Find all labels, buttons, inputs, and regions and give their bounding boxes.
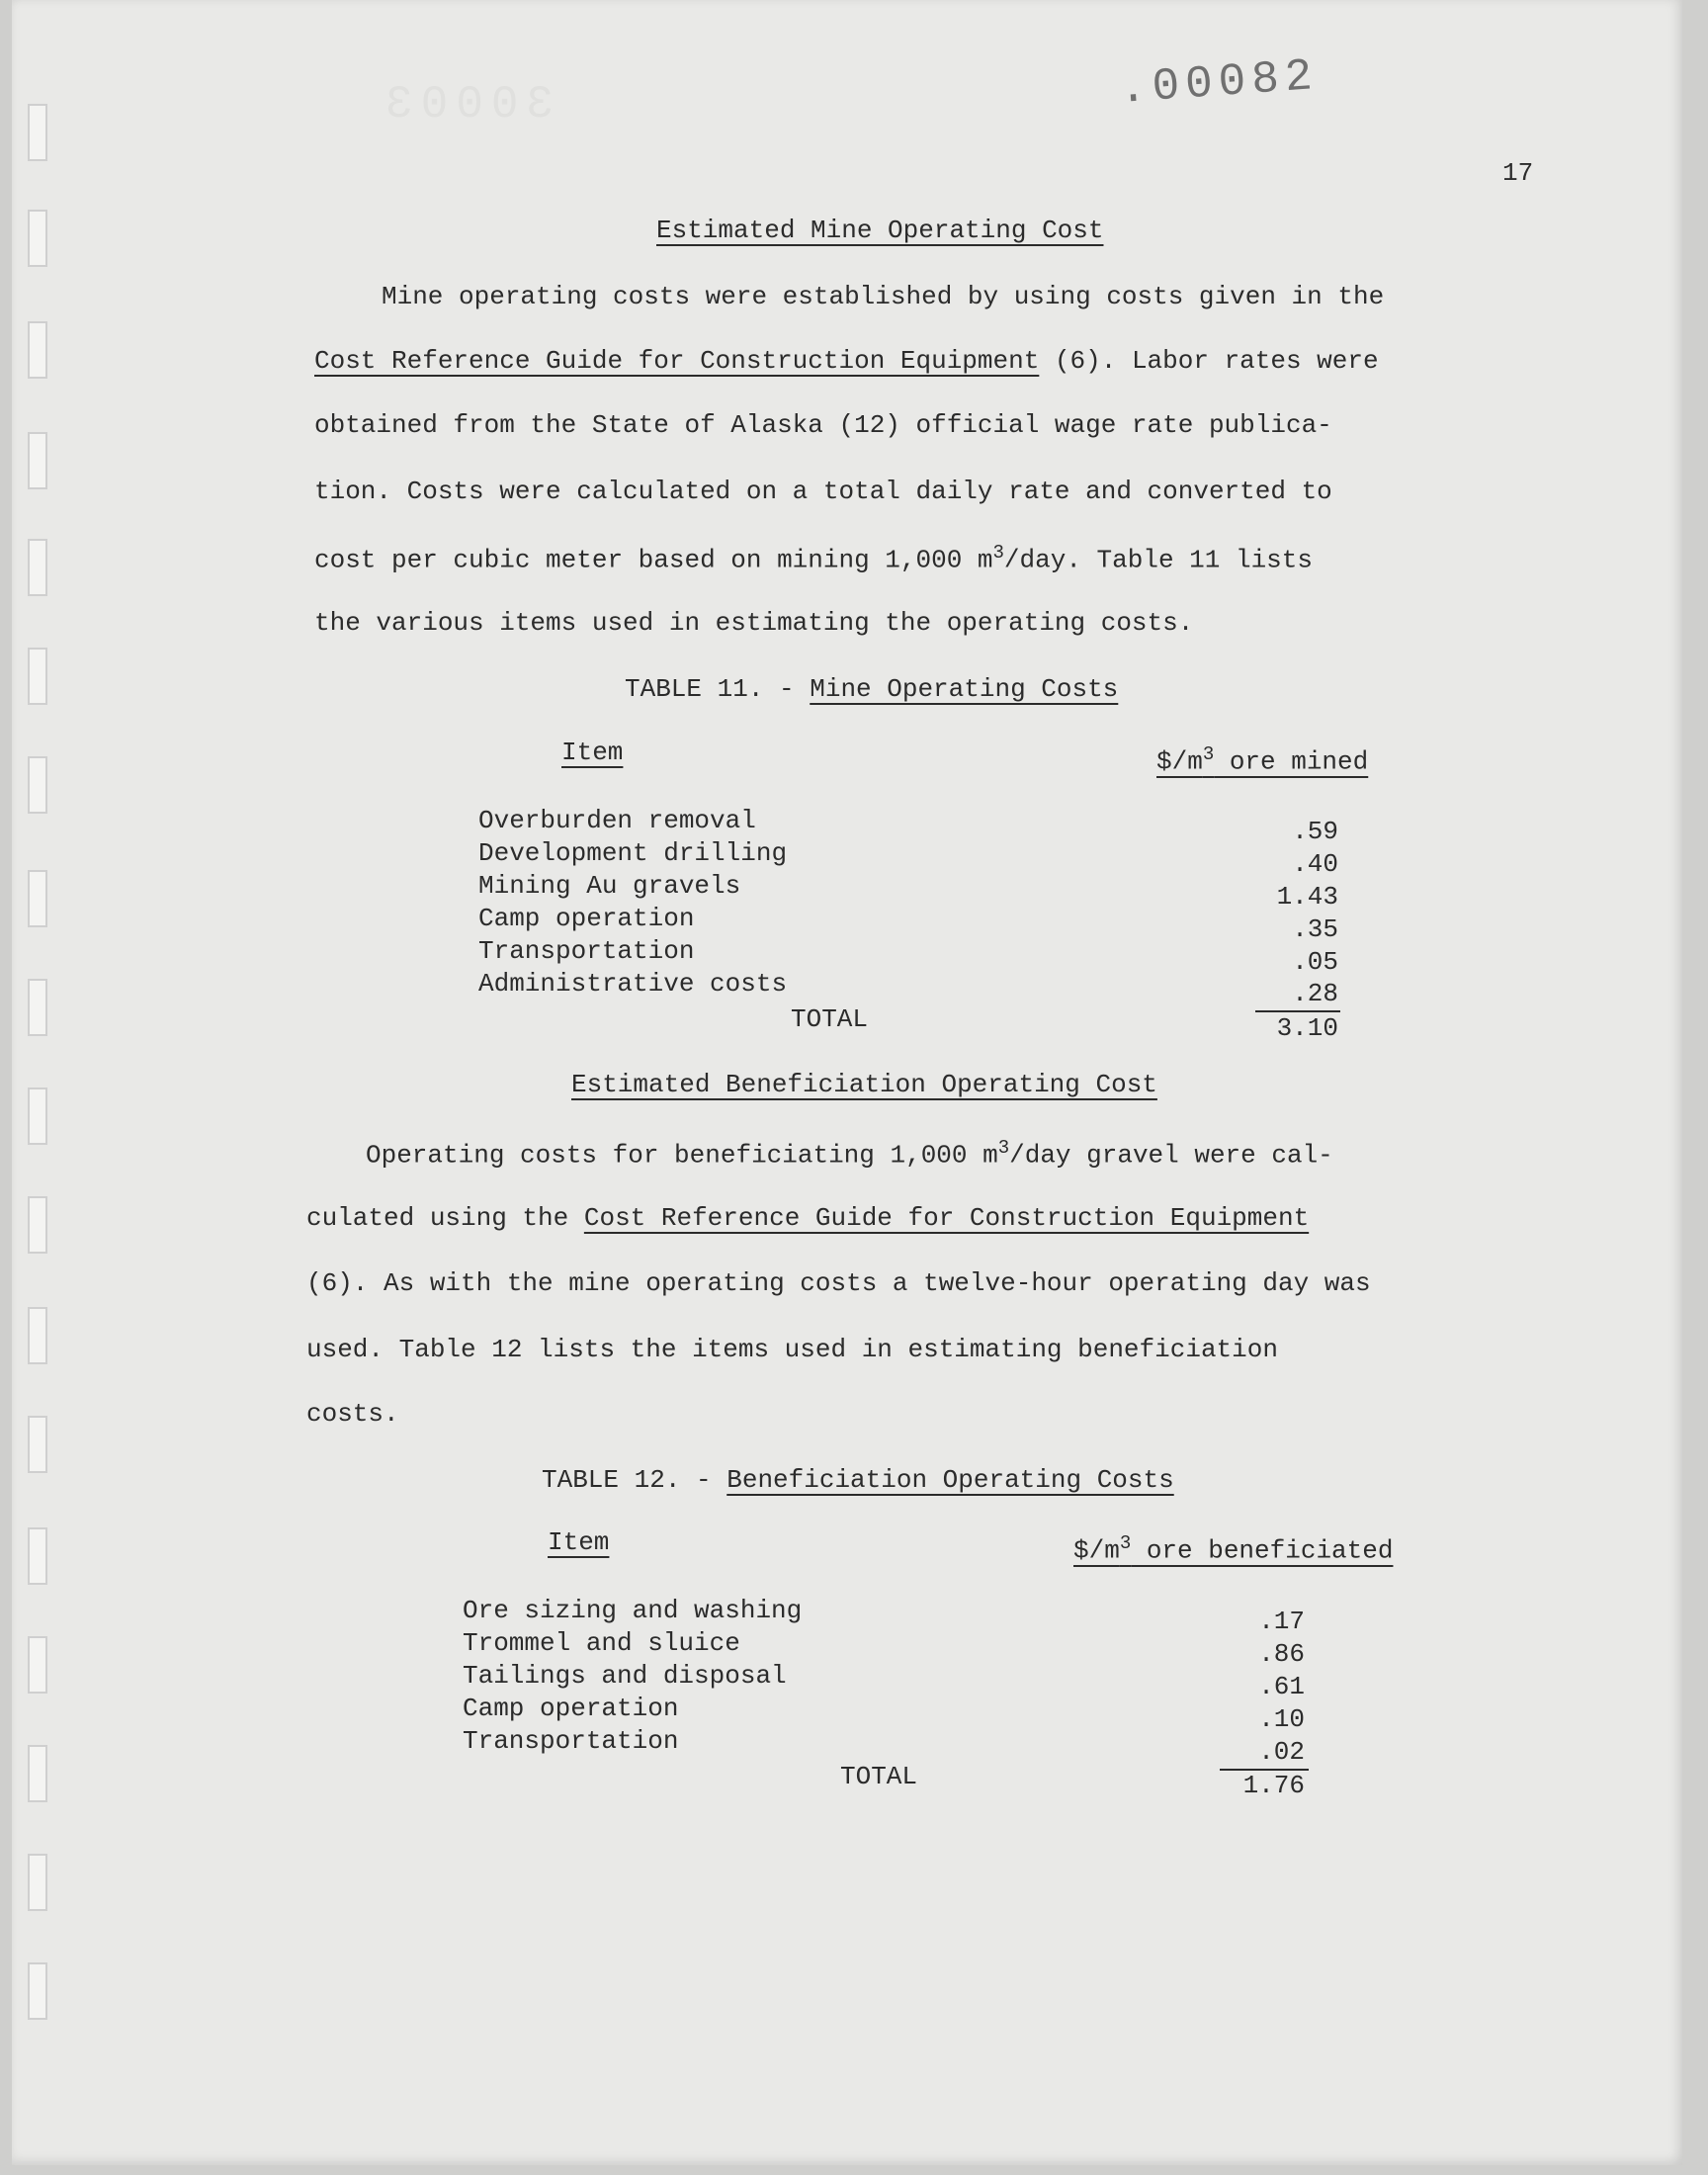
punch-hole — [28, 432, 47, 489]
column-unit: $/m — [1156, 746, 1203, 777]
punch-hole — [28, 870, 47, 927]
document-page — [12, 0, 1682, 2165]
punch-hole — [28, 648, 47, 705]
punch-hole — [28, 1527, 47, 1585]
table-caption-title: Mine Operating Costs — [810, 674, 1119, 704]
punch-hole — [28, 1416, 47, 1473]
reference-title: Cost Reference Guide for Construction Equipment — [314, 346, 1040, 376]
punch-hole — [28, 539, 47, 596]
table-row-value: .40 — [1292, 849, 1338, 879]
paragraph-line: the various items used in estimating the operating costs. — [314, 608, 1194, 638]
table-row-item: Transportation — [478, 936, 695, 966]
punch-hole — [28, 1307, 47, 1364]
punch-hole — [28, 104, 47, 161]
table-row-value: .17 — [1258, 1607, 1305, 1636]
table-caption — [625, 674, 1118, 704]
superscript: 3 — [1119, 1532, 1132, 1554]
punch-hole — [28, 756, 47, 814]
table-caption — [542, 1465, 1174, 1495]
superscript: 3 — [992, 542, 1004, 564]
table-row-item: Camp operation — [463, 1694, 679, 1723]
reference-title: Cost Reference Guide for Construction Equipment — [583, 1203, 1310, 1233]
superscript: 3 — [1202, 743, 1215, 765]
table-row-item: Transportation — [463, 1726, 679, 1756]
punch-hole — [28, 1854, 47, 1911]
paragraph-line: used. Table 12 lists the items used in estimating beneficiation — [306, 1335, 1278, 1364]
table-row-item: Camp operation — [478, 904, 695, 933]
punch-hole — [28, 1636, 47, 1694]
table-row-value: .35 — [1292, 914, 1338, 944]
table-total-label: TOTAL — [791, 1004, 869, 1034]
paragraph-line — [314, 346, 1379, 376]
paragraph-line: obtained from the State of Alaska (12) official wage rate publica- — [314, 410, 1332, 440]
table-row-value: .05 — [1292, 947, 1338, 977]
punch-hole — [28, 1745, 47, 1802]
superscript: 3 — [997, 1137, 1010, 1159]
paragraph-line: (6). As with the mine operating costs a twelve-hour operating day was — [306, 1268, 1371, 1298]
table-row-value: .86 — [1258, 1639, 1305, 1669]
table-column-item: Item — [548, 1527, 610, 1557]
table-column-item: Item — [561, 738, 624, 767]
table-row-item: Mining Au gravels — [478, 871, 741, 901]
table-row-value: .59 — [1292, 817, 1338, 846]
table-total-value: 3.10 — [1276, 1013, 1338, 1043]
punch-hole — [28, 210, 47, 267]
paragraph-text: culated using the — [306, 1203, 569, 1233]
section-heading-beneficiation-cost: Estimated Beneficiation Operating Cost — [571, 1070, 1157, 1099]
table-total-value: 1.76 — [1242, 1771, 1305, 1800]
paragraph-text: Operating costs for beneficiating 1,000 m — [366, 1140, 998, 1171]
table-row-item: Tailings and disposal — [463, 1661, 787, 1691]
paragraph-line — [366, 1137, 1333, 1171]
paragraph-text: (6). Labor rates were — [1054, 346, 1379, 376]
section-heading-mine-cost: Estimated Mine Operating Cost — [656, 216, 1104, 245]
table-row-value: .61 — [1258, 1672, 1305, 1701]
table-row-item: Development drilling — [478, 838, 788, 868]
table-total-label: TOTAL — [840, 1762, 918, 1791]
paragraph-line: Mine operating costs were established by using costs given in the — [382, 282, 1385, 311]
total-rule — [1255, 1010, 1340, 1012]
paragraph-text: /day gravel were cal- — [1009, 1140, 1333, 1171]
paragraph-line — [314, 542, 1313, 575]
table-row-value: 1.43 — [1276, 882, 1338, 912]
table-column-value — [1156, 743, 1368, 777]
table-row-item: Overburden removal — [478, 806, 756, 835]
table-row-value: .02 — [1258, 1737, 1305, 1767]
column-unit-label: ore beneficiated — [1131, 1535, 1394, 1566]
punch-hole — [28, 1962, 47, 2020]
table-row-item: Administrative costs — [478, 969, 788, 999]
table-caption-prefix: TABLE 11. - — [625, 674, 811, 704]
punch-hole — [28, 321, 47, 379]
paragraph-line: costs. — [306, 1399, 399, 1429]
column-unit: $/m — [1073, 1535, 1120, 1566]
table-caption-prefix: TABLE 12. - — [542, 1465, 727, 1495]
table-column-value — [1073, 1532, 1393, 1566]
paragraph-line: tion. Costs were calculated on a total daily rate and converted to — [314, 477, 1332, 506]
table-row-value: .28 — [1292, 979, 1338, 1008]
table-row-item: Trommel and sluice — [463, 1628, 740, 1658]
paragraph-text: cost per cubic meter based on mining 1,000 m — [314, 545, 993, 575]
table-row-item: Ore sizing and washing — [463, 1596, 803, 1625]
punch-hole — [28, 1088, 47, 1145]
paragraph-text: /day. Table 11 lists — [1003, 545, 1313, 575]
ghost-stamp: 30003 — [378, 79, 555, 130]
punch-hole — [28, 979, 47, 1036]
table-row-value: .10 — [1258, 1704, 1305, 1734]
column-unit-label: ore mined — [1214, 746, 1369, 777]
document-stamp: .00082 — [1117, 50, 1321, 116]
page-number: 17 — [1502, 158, 1534, 188]
paragraph-line — [306, 1203, 1309, 1233]
punch-hole — [28, 1196, 47, 1254]
table-caption-title: Beneficiation Operating Costs — [726, 1465, 1174, 1495]
